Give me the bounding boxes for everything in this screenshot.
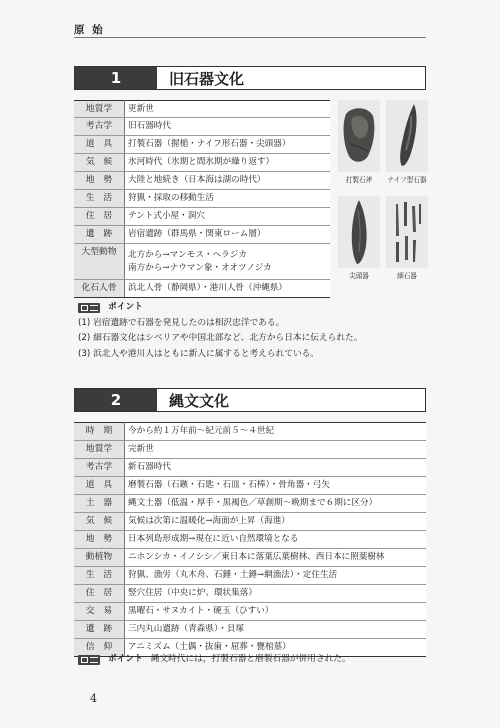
row-value: ニホンシカ・イノシシ／東日本に落葉広葉樹林、西日本に照葉樹林 <box>125 549 427 567</box>
point-heading <box>78 300 362 316</box>
row-key: 地質学 <box>74 441 125 459</box>
row-value: テント式小屋・洞穴 <box>125 208 331 226</box>
table-row <box>74 154 330 172</box>
point-label: ポイント <box>108 302 143 312</box>
table-row <box>74 495 426 513</box>
table-row <box>74 513 426 531</box>
photo-chopper <box>338 100 380 184</box>
section-2-header <box>74 388 426 412</box>
photo-point <box>338 196 380 280</box>
section-1-points <box>78 300 362 362</box>
table-row <box>74 244 330 280</box>
row-key: 道 具 <box>74 477 125 495</box>
row-value: 打製石器（握槌・ナイフ形石器・尖頭器） <box>125 136 331 154</box>
table-row <box>74 477 426 495</box>
chopper-stone-tool-icon <box>338 100 380 172</box>
section-1-title: 旧石器文化 <box>169 69 245 88</box>
header-rule <box>74 37 426 38</box>
section-1-header <box>74 66 426 90</box>
microlith-stone-tools-icon <box>386 196 428 268</box>
row-value: 氷河時代（氷期と間氷期が繰り返す） <box>125 154 331 172</box>
row-value-line: 南方から→ナウマン象・オオツノジカ <box>128 262 272 273</box>
row-value: 黒曜石・サヌカイト・硬玉（ひすい） <box>125 603 427 621</box>
row-key: 交 易 <box>74 603 125 621</box>
row-value: 旧石器時代 <box>125 118 331 136</box>
row-key: 動植物 <box>74 549 125 567</box>
row-value: 三内丸山遺跡（青森県）・貝塚 <box>125 621 427 639</box>
table-row <box>74 190 330 208</box>
table-row <box>74 423 426 441</box>
point-item: (3) 浜北人や港川人はともに新人に属すると考えられている。 <box>78 348 319 359</box>
table-row <box>74 226 330 244</box>
row-key: 地質学 <box>74 101 125 118</box>
row-key: 道 具 <box>74 136 125 154</box>
table-row <box>74 549 426 567</box>
stone-tool-photos <box>338 100 428 290</box>
row-value: 完新世 <box>125 441 427 459</box>
row-value-line: 北方から→マンモス・ヘラジカ <box>128 250 247 261</box>
section-2-title: 縄文文化 <box>169 391 230 410</box>
point-item: (1) 岩宿遺跡で石器を発見したのは相沢忠洋である。 <box>78 317 285 328</box>
photo-caption: 尖頭器 <box>349 272 369 280</box>
point-stone-tool-icon <box>338 196 380 268</box>
photo-microlith <box>386 196 428 280</box>
row-key: 遺 跡 <box>74 621 125 639</box>
point-text: 縄文時代には，打製石器と磨製石器が併用された。 <box>150 654 351 664</box>
row-value: 今から約１万年前〜紀元前５〜４世紀 <box>125 423 427 441</box>
point-icon <box>78 303 100 313</box>
row-value: 縄文土器（低温・厚手・黒褐色／草創期〜晩期まで６期に区分） <box>125 495 427 513</box>
point-label: ポイント <box>108 654 143 664</box>
row-value: 浜北人骨（静岡県）・港川人骨（沖縄県） <box>125 280 331 298</box>
table-row <box>74 567 426 585</box>
row-value <box>125 244 331 280</box>
photo-caption: 細石器 <box>397 272 417 280</box>
section-2-number: 2 <box>75 389 157 411</box>
section-1-number: 1 <box>75 67 157 89</box>
row-key: 生 活 <box>74 190 125 208</box>
row-value: 新石器時代 <box>125 459 427 477</box>
row-key: 住 居 <box>74 208 125 226</box>
table-row <box>74 280 330 298</box>
page-number: 4 <box>90 692 97 705</box>
row-value: 日本列島形成期→現在に近い自然環境となる <box>125 531 427 549</box>
table-row <box>74 603 426 621</box>
section-2-table <box>74 422 426 657</box>
row-value: 狩猟、漁労（丸木舟、石錘・土錘→網漁法）・定住生活 <box>125 567 427 585</box>
row-value: 狩猟・採取の移動生活 <box>125 190 331 208</box>
table-row <box>74 459 426 477</box>
row-key: 時 期 <box>74 423 125 441</box>
row-key: 気 候 <box>74 154 125 172</box>
table-row <box>74 136 330 154</box>
section-2-point <box>78 652 351 668</box>
table-row <box>74 101 330 118</box>
row-key: 化石人骨 <box>74 280 125 298</box>
row-value: 竪穴住居（中央に炉、環状集落） <box>125 585 427 603</box>
row-key: 信 仰 <box>74 639 125 657</box>
row-key: 気 候 <box>74 513 125 531</box>
row-key: 考古学 <box>74 459 125 477</box>
row-value: 気候は次第に温暖化→海面が上昇（海進） <box>125 513 427 531</box>
point-item: (2) 細石器文化はシベリアや中国北部など、北方から日本に伝えられた。 <box>78 333 363 343</box>
table-row <box>74 118 330 136</box>
row-value: 岩宿遺跡（群馬県・関東ローム層） <box>125 226 331 244</box>
row-key: 土 器 <box>74 495 125 513</box>
chapter-label: 原 始 <box>74 24 105 36</box>
table-row <box>74 531 426 549</box>
section-1-table <box>74 100 330 298</box>
photo-caption: 打製石斧 <box>345 176 373 184</box>
row-key: 地 勢 <box>74 531 125 549</box>
row-key: 住 居 <box>74 585 125 603</box>
photo-caption: ナイフ型石器 <box>387 176 427 184</box>
row-key: 大型動物 <box>74 244 125 280</box>
point-heading <box>78 652 351 668</box>
table-row <box>74 441 426 459</box>
photo-knife <box>386 100 428 184</box>
row-key: 生 活 <box>74 567 125 585</box>
row-value: 更新世 <box>125 101 331 118</box>
table-row <box>74 585 426 603</box>
row-value: アニミズム（土偶・抜歯・屈葬・甕棺墓） <box>125 639 427 657</box>
knife-stone-tool-icon <box>386 100 428 172</box>
row-value: 大陸と地続き（日本海は湖の時代） <box>125 172 331 190</box>
row-key: 地 勢 <box>74 172 125 190</box>
row-key: 遺 跡 <box>74 226 125 244</box>
table-row <box>74 208 330 226</box>
row-key: 考古学 <box>74 118 125 136</box>
table-row <box>74 621 426 639</box>
row-value: 磨製石器（石鏃・石匙・石皿・石棒）・骨角器・弓矢 <box>125 477 427 495</box>
point-icon <box>78 655 100 665</box>
table-row <box>74 172 330 190</box>
